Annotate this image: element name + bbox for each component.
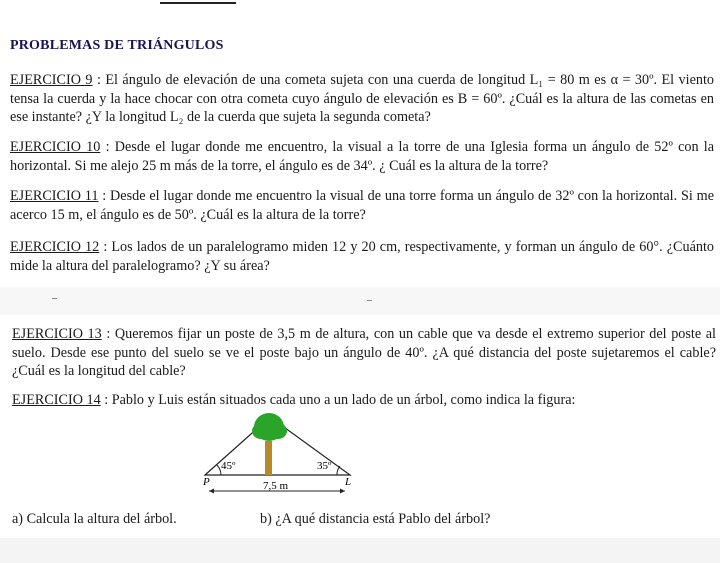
exercise-14-text: : Pablo y Luis están situados cada uno a un lado de un árbol, como indica la figura: [104, 392, 576, 408]
exercise-11-text: : Desde el lugar donde me encuentro la visual de una torre forma un ángulo de 32º con la horizontal. Si me acerco 15 m, el ángulo es de 50º. ¿Cuál es la altura de la torre? [10, 188, 714, 223]
exercise-11 [10, 187, 714, 224]
exercise-9-text: : El ángulo de elevación de una cometa sujeta con una cuerda de longitud L₁ = 80 m es α = 30º. El viento tensa la cuerda y la hace chocar con otra cometa cuyo ángulo de elevación es B = 60º. ¿Cuál es la altura de las cometas en ese instante? ¿Y la longitud L₂ de la cuerda que sujeta la segunda cometa? [10, 72, 715, 125]
scan-mark [367, 300, 372, 301]
exercise-13-text: : Queremos fijar un poste de 3,5 m de altura, con un cable que va desde el extremo superior del poste al suelo. Desde ese punto del suelo se ve el poste bajo un ángulo de 40º. ¿A qué distancia del poste sujetaremos el cable? ¿Cuál es la longitud del cable? [12, 326, 717, 379]
exercise-9-label: EJERCICIO 9 [10, 72, 93, 88]
page-title: PROBLEMAS DE TRIÁNGULOS [10, 38, 224, 53]
exercise-12 [10, 238, 714, 275]
exercise-12-label: EJERCICIO 12 [10, 239, 100, 255]
exercise-12-text: : Los lados de un paralelogramo miden 12 y 20 cm, respectivamente, y forman un ángulo de 60°. ¿Cuánto mide la altura del paralelogramo? ¿Y su área? [10, 239, 715, 274]
tree-triangle-figure [195, 405, 365, 500]
distance-label: 7,5 m [263, 480, 289, 492]
exercise-13-label: EJERCICIO 13 [12, 326, 102, 342]
tree-trunk [265, 441, 272, 475]
angle-left-label: 45º [221, 460, 236, 472]
angle-arc-right [337, 466, 340, 475]
point-l-label: L [345, 476, 352, 488]
question-b: b) ¿A qué distancia está Pablo del árbol? [260, 511, 491, 527]
page-footer-gap [0, 538, 720, 563]
page-gap [0, 287, 720, 315]
exercise-13 [12, 325, 716, 381]
exercise-10-label: EJERCICIO 10 [10, 139, 101, 155]
scan-mark [52, 298, 57, 299]
angle-right-label: 35º [317, 460, 332, 472]
question-a: a) Calcula la altura del árbol. [12, 511, 177, 527]
exercise-11-label: EJERCICIO 11 [10, 188, 99, 204]
point-p-label: P [203, 476, 210, 488]
top-rule [160, 2, 236, 4]
exercise-14-label: EJERCICIO 14 [12, 392, 101, 408]
exercise-9 [10, 71, 714, 127]
exercise-10 [10, 138, 714, 175]
exercise-10-text: : Desde el lugar donde me encuentro, la visual a la torre de una Iglesia forma un ángulo de 52º con la horizontal. Si me alejo 25 m más de la torre, el ángulo es de 34º. ¿ Cuál es la altura de la torre? [10, 139, 715, 174]
